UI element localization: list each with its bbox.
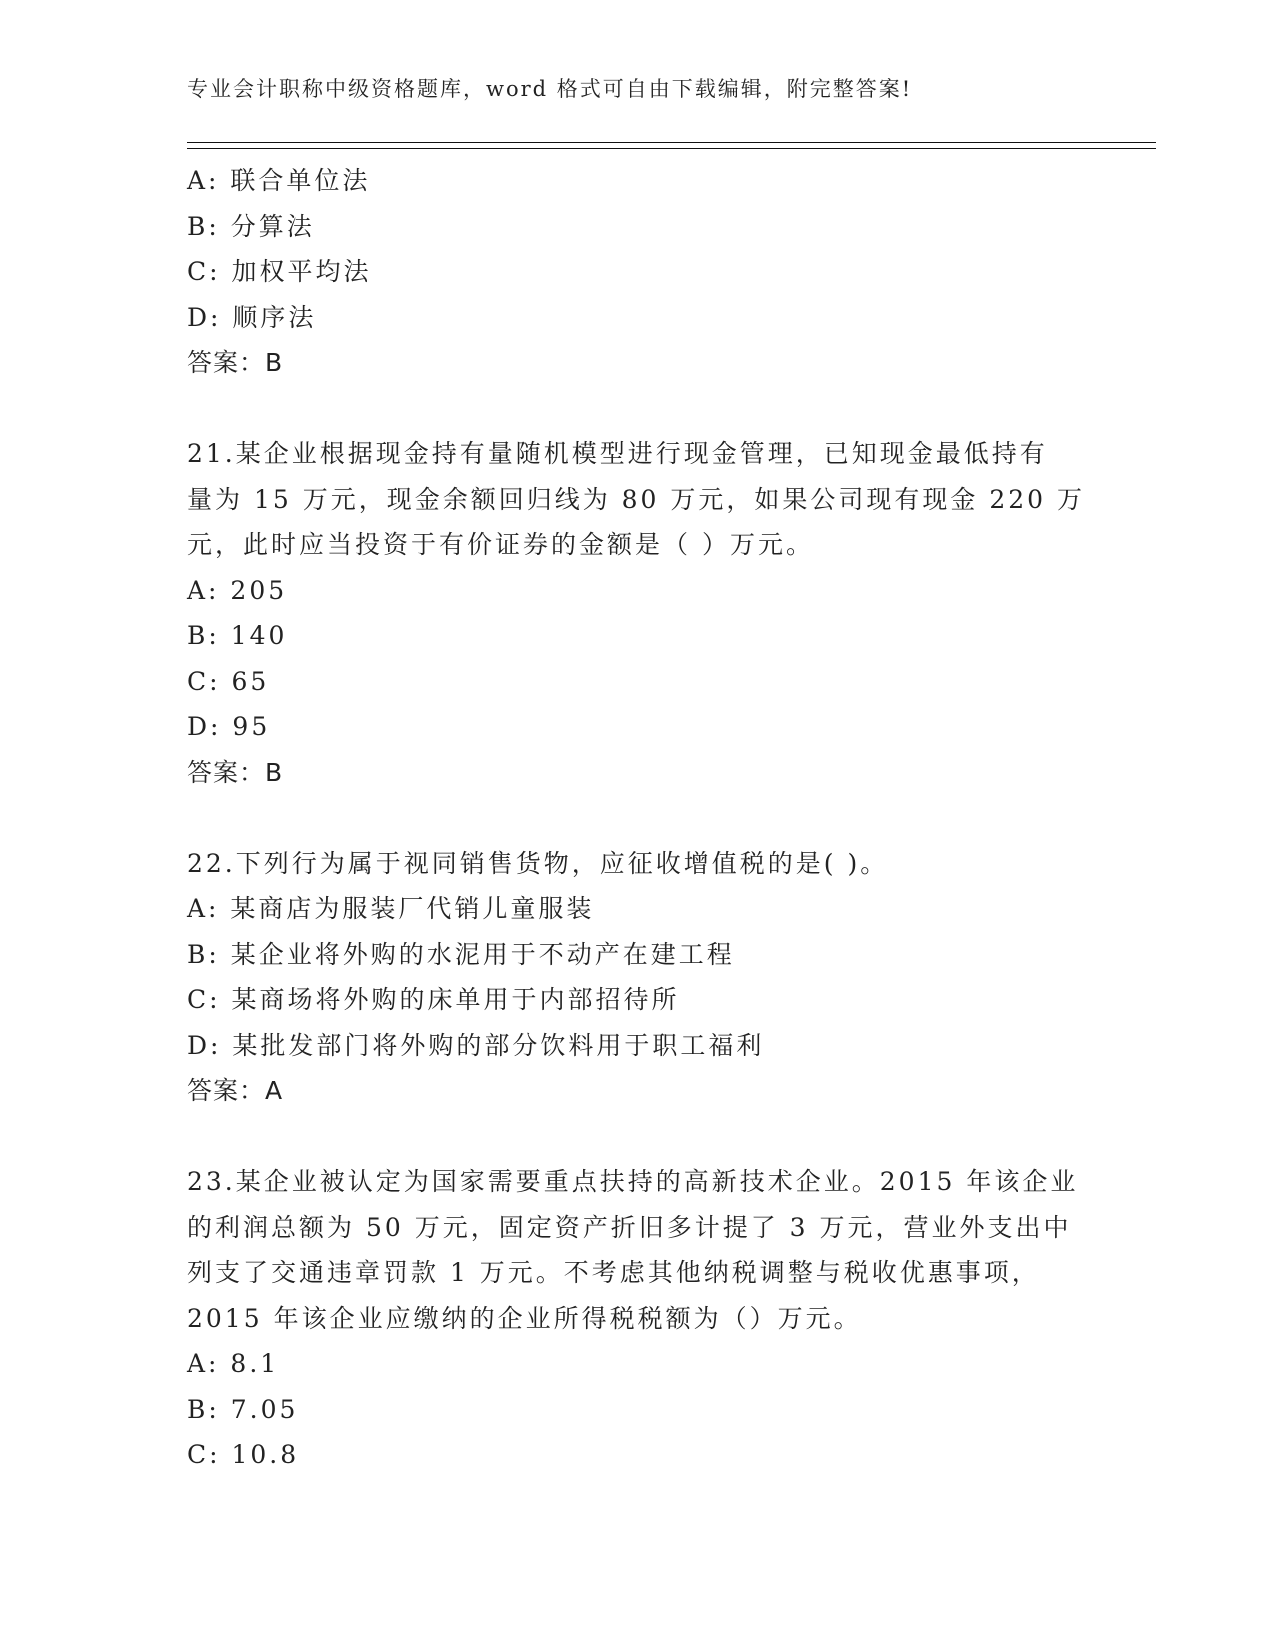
spacer xyxy=(187,1114,1067,1160)
answer-line: 答案：A xyxy=(187,1076,284,1105)
question-23 xyxy=(187,1159,1079,1478)
header-rule-bottom xyxy=(187,148,1156,149)
option-a: A: 联合单位法 xyxy=(187,166,371,195)
question-stem-line: 2015 年该企业应缴纳的企业所得税税额为（）万元。 xyxy=(187,1303,862,1333)
question-stem-line: 23.某企业被认定为国家需要重点扶持的高新技术企业。2015 年该企业 xyxy=(187,1167,1079,1196)
header-rule-top xyxy=(187,142,1156,143)
option-d: D: 某批发部门将外购的部分饮料用于职工福利 xyxy=(187,1030,765,1060)
page-header: 专业会计职称中级资格题库，word 格式可自由下载编辑，附完整答案! xyxy=(187,77,913,101)
option-d: D: 顺序法 xyxy=(187,302,317,332)
spacer xyxy=(187,386,1067,432)
question-22 xyxy=(187,841,1067,1114)
option-a: A: 8.1 xyxy=(187,1349,280,1378)
question-20 xyxy=(187,158,1067,386)
question-stem-line: 列支了交通违章罚款 1 万元。不考虑其他纳税调整与税收优惠事项， xyxy=(187,1258,1040,1287)
option-b: B: 某企业将外购的水泥用于不动产在建工程 xyxy=(187,939,735,969)
spacer xyxy=(187,795,1067,841)
option-a: A: 某商店为服装厂代销儿童服装 xyxy=(187,894,595,923)
option-c: C: 加权平均法 xyxy=(187,257,372,286)
option-b: B: 7.05 xyxy=(187,1394,299,1424)
option-c: C: 10.8 xyxy=(187,1440,300,1469)
question-stem-line: 元，此时应当投资于有价证券的金额是（ ）万元。 xyxy=(187,530,814,559)
question-stem-line: 22.下列行为属于视同销售货物，应征收增值税的是( )。 xyxy=(187,848,889,878)
option-b: B: 140 xyxy=(187,621,288,650)
option-c: C: 65 xyxy=(187,666,270,696)
question-stem-line: 量为 15 万元，现金余额回归线为 80 万元，如果公司现有现金 220 万 xyxy=(187,484,1086,514)
question-stem-line: 21.某企业根据现金持有量随机模型进行现金管理，已知现金最低持有 xyxy=(187,439,1048,468)
option-c: C: 某商场将外购的床单用于内部招待所 xyxy=(187,985,680,1014)
question-stem-line: 的利润总额为 50 万元，固定资产折旧多计提了 3 万元，营业外支出中 xyxy=(187,1212,1072,1242)
option-d: D: 95 xyxy=(187,712,271,741)
option-a: A: 205 xyxy=(187,575,288,605)
option-b: B: 分算法 xyxy=(187,211,315,241)
answer-line: 答案：B xyxy=(187,348,284,377)
question-21 xyxy=(187,431,1086,795)
answer-line: 答案：B xyxy=(187,757,284,787)
question-content xyxy=(187,158,1086,1478)
